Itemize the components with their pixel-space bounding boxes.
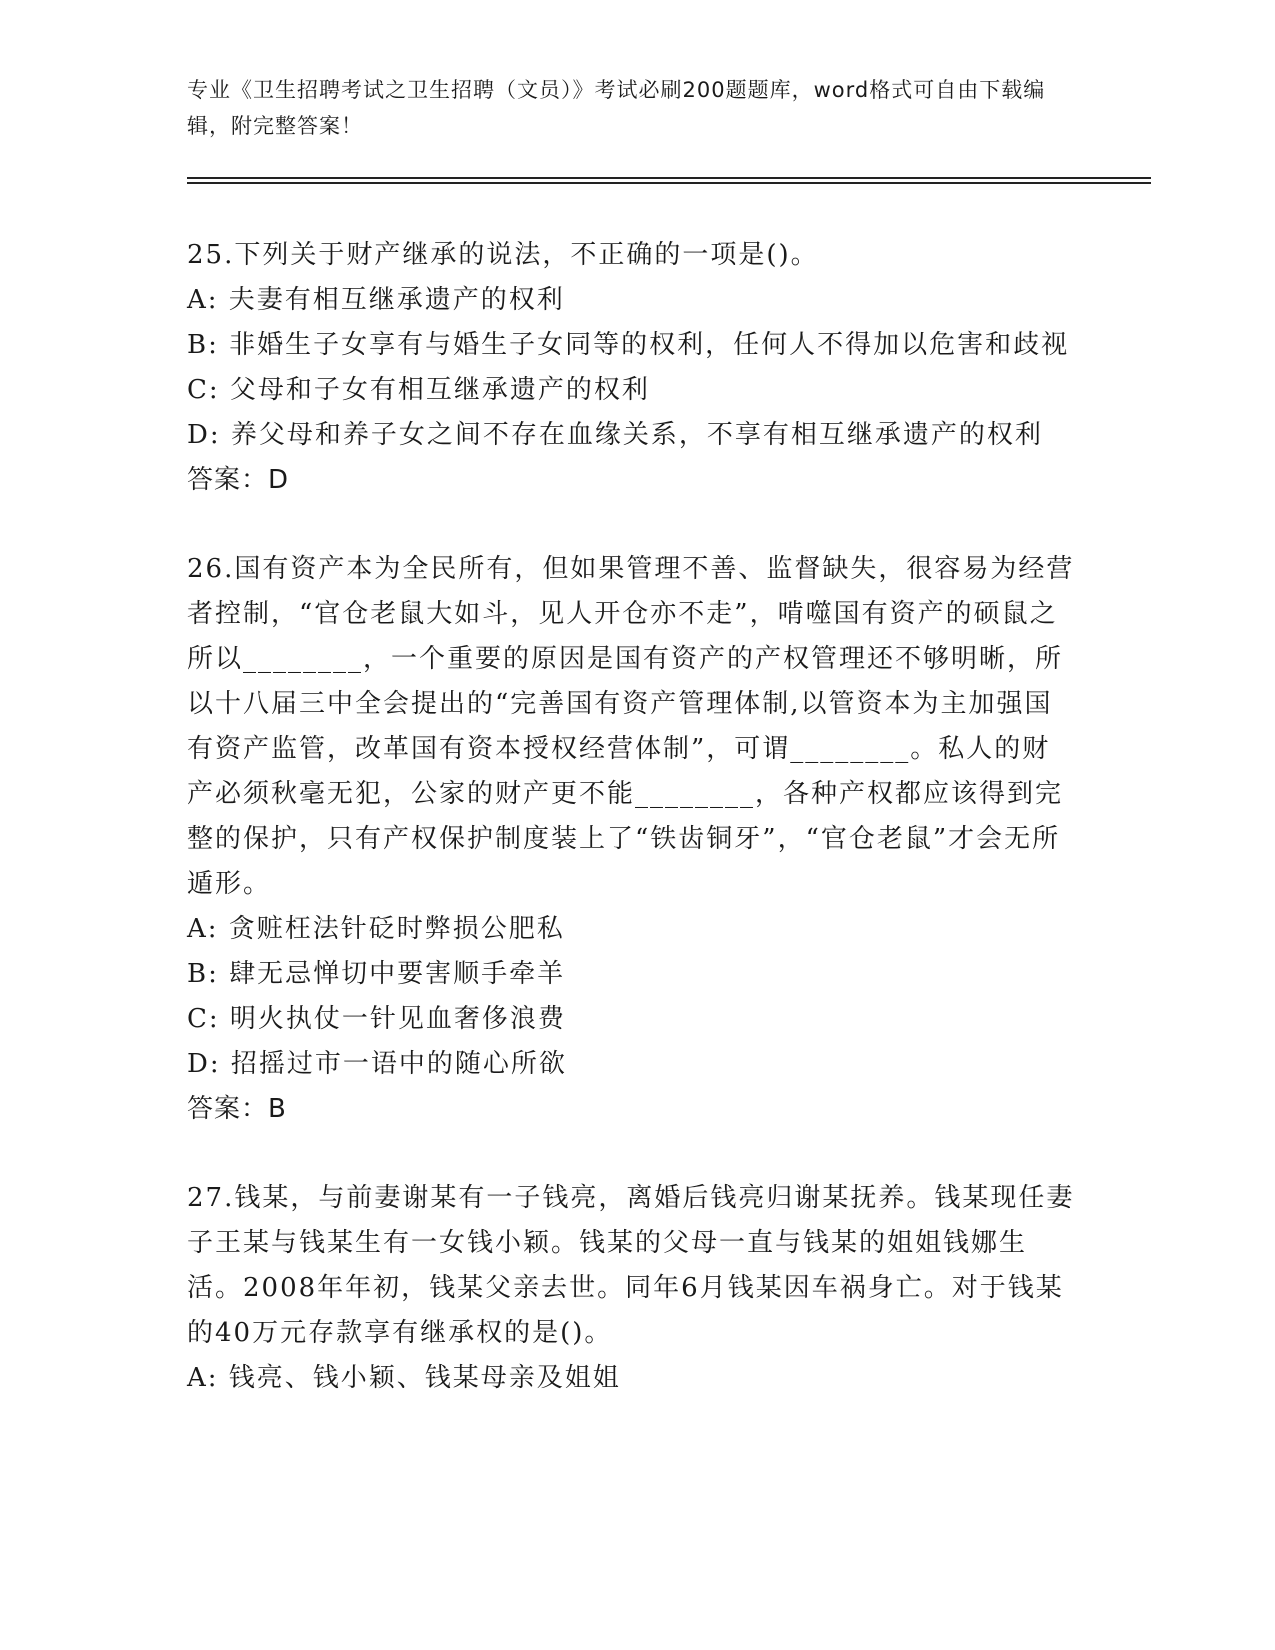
option-c: C: 明火执仗一针见血奢侈浪费 <box>187 1004 566 1034</box>
question-27 <box>187 1176 1077 1401</box>
question-stem: 26.国有资产本为全民所有，但如果管理不善、监督缺失，很容易为经营者控制，“官仓老鼠大如斗，见人开仓亦不走”，啃噬国有资产的硕鼠之所以________，一个重要的原因是国有资产的产权管理还不够明晰，所以十八届三中全会提出的“完善国有资产管理体制,以管资本为主加强国有资产监管，改革国有资本授权经营体制”，可谓________。私人的财产必须秋毫无犯，公家的财产更不能________，各种产权都应该得到完整的保护，只有产权保护制度装上了“铁齿铜牙”，“官仓老鼠”才会无所遁形。 <box>187 554 1075 899</box>
option-a: A: 贪赃枉法针砭时弊损公肥私 <box>187 914 565 944</box>
document-header: 专业《卫生招聘考试之卫生招聘（文员）》考试必刷200题题库，word格式可自由下载编辑，附完整答案！ <box>187 78 1046 138</box>
option-c: C: 父母和子女有相互继承遗产的权利 <box>187 375 650 405</box>
answer: 答案：D <box>187 465 290 495</box>
answer: 答案：B <box>187 1094 287 1124</box>
option-a: A: 钱亮、钱小颖、钱某母亲及姐姐 <box>187 1363 621 1393</box>
question-stem: 25.下列关于财产继承的说法，不正确的一项是()。 <box>187 240 819 270</box>
option-b: B: 肆无忌惮切中要害顺手牵羊 <box>187 959 566 989</box>
option-d: D: 招摇过市一语中的随心所欲 <box>187 1049 567 1079</box>
question-list <box>187 233 1077 1445</box>
question-25 <box>187 233 1077 503</box>
header-divider-bottom <box>187 182 1151 184</box>
option-d: D: 养父母和养子女之间不存在血缘关系，不享有相互继承遗产的权利 <box>187 420 1043 450</box>
header-divider-top <box>187 177 1151 179</box>
option-a: A: 夫妻有相互继承遗产的权利 <box>187 285 565 315</box>
question-26 <box>187 547 1077 1132</box>
option-b: B: 非婚生子女享有与婚生子女同等的权利，任何人不得加以危害和歧视 <box>187 330 1070 360</box>
question-stem: 27.钱某，与前妻谢某有一子钱亮，离婚后钱亮归谢某抚养。钱某现任妻子王某与钱某生有一女钱小颖。钱某的父母一直与钱某的姐姐钱娜生活。2008年年初，钱某父亲去世。同年6月钱某因车祸身亡。对于钱某的40万元存款享有继承权的是()。 <box>187 1183 1075 1348</box>
